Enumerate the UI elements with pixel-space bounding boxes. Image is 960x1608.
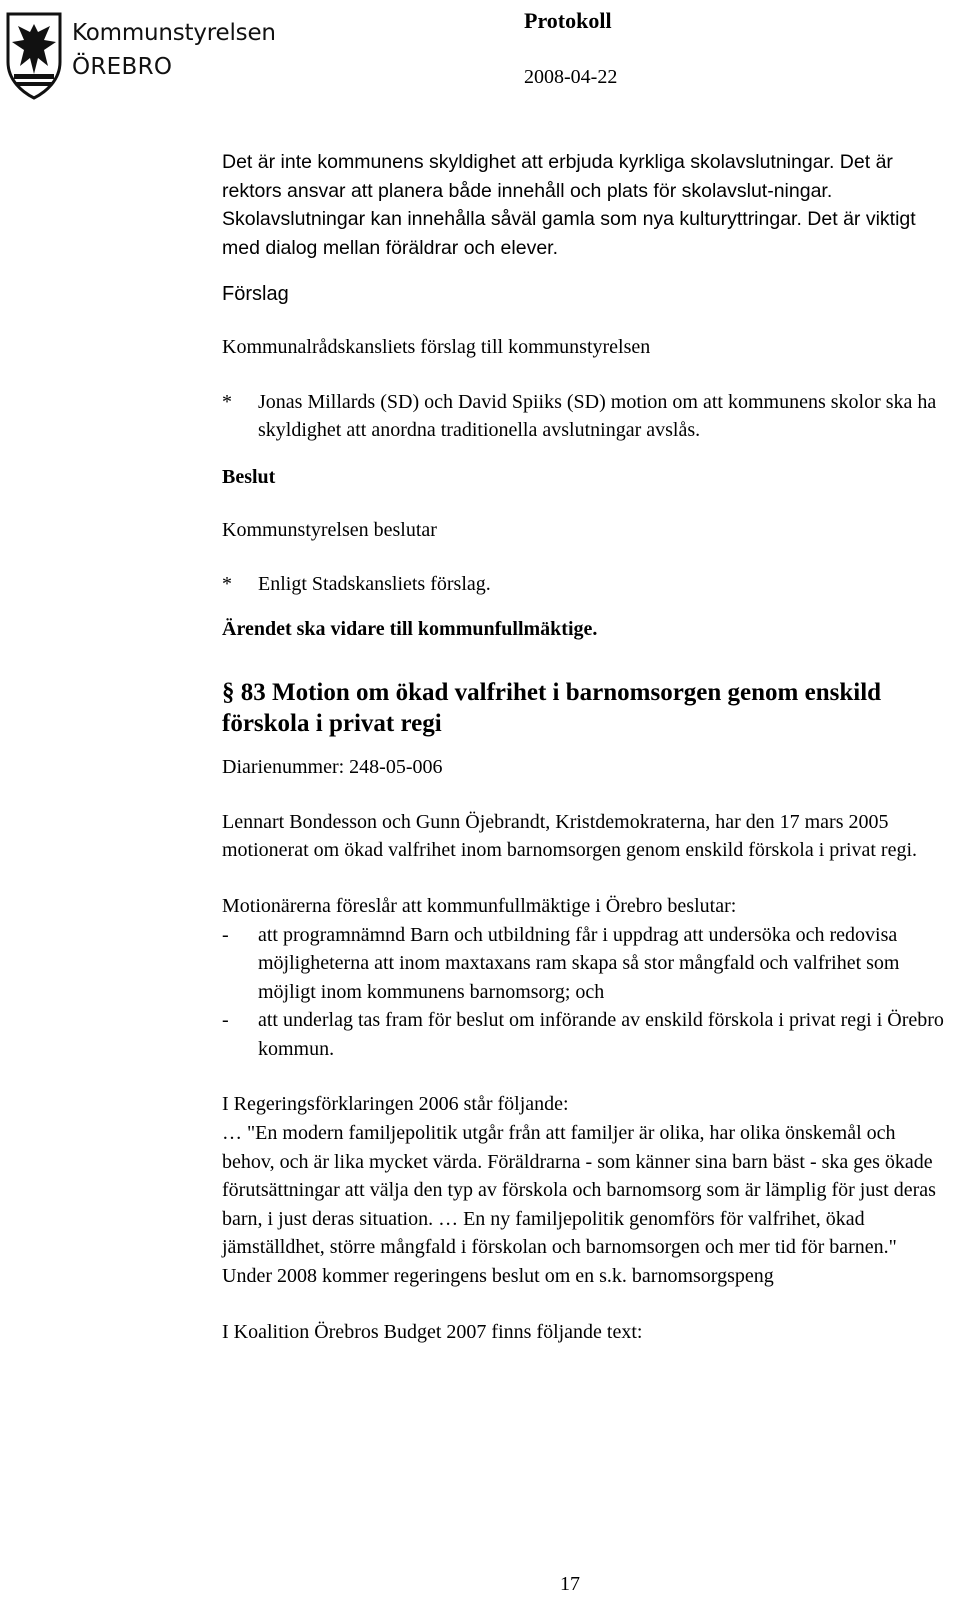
government-lead: I Regeringsförklaringen 2006 står följande: (222, 1093, 569, 1116)
section-title: § 83 Motion om ökad valfrihet i barnomsorgen genom enskild förskola i privat regi (222, 679, 882, 738)
referral-note: Ärendet ska vidare till kommunfullmäktige. (222, 617, 598, 640)
beslut-heading: Beslut (222, 465, 276, 488)
page-number: 17 (560, 1573, 580, 1595)
proposal-lead: Motionärerna föreslår att kommunfullmäktige i Örebro beslutar: (222, 894, 737, 917)
bullet-icon: * (222, 390, 232, 413)
motion-paragraph: Lennart Bondesson och Gunn Öjebrandt, Kristdemokraterna, har den 17 mars 2005 motionerat om ökad valfrihet inom barnomsorgen genom enskild förskola i privat regi. (222, 810, 918, 862)
diarienummer: Diarienummer: 248-05-006 (222, 756, 443, 779)
org-name: Kommunstyrelsen (72, 20, 276, 46)
beslut-item-text: Enligt Stadskansliets förslag. (258, 572, 491, 595)
forslag-heading: Förslag (222, 283, 289, 306)
beslut-lead: Kommunstyrelsen beslutar (222, 519, 437, 542)
document-date: 2008-04-22 (524, 66, 618, 88)
org-city: ÖREBRO (72, 54, 173, 80)
proposal-item (222, 921, 947, 1007)
beslut-item (222, 570, 947, 599)
government-quote: … "En modern familjepolitik utgår från att familjer är olika, har olika önskemål och behov, och är lika mycket värda. Föräldrarna - som känner sina barn bäst - ska ges ökade förutsättningar att välja den typ av förskola och barnomsorg som är lämplig för just deras barn, i just deras situation. … En ny familjepolitik genomförs för valfrihet, ökad jämställdhet, större mångfald i förskolan och barnomsorgen och mer tid för barnen." Under 2008 kommer regeringens beslut om en s.k. barnomsorgspeng (222, 1122, 936, 1288)
dash-bullet: - (222, 1009, 229, 1032)
intro-paragraph: Det är inte kommunens skyldighet att erbjuda kyrkliga skolavslutningar. Det är rektors ansvar att planera både innehåll och plats för skolavslut-ningar. Skolavslutningar kan innehålla såväl gamla som nya kulturyttringar. Det är viktigt med dialog mellan föräldrar och elever. (222, 151, 916, 259)
document-type: Protokoll (524, 8, 612, 33)
document-body (222, 148, 947, 1346)
proposal-item-text: att programnämnd Barn och utbildning får i uppdrag att undersöka och redovisa möjligheterna att inom maxtaxans ram skapa så stor mångfald och valfrihet som möjligt inom kommunens barnomsorg; och (258, 923, 900, 1003)
bullet-icon: * (222, 572, 232, 595)
proposal-item (222, 1006, 947, 1063)
page-header (0, 0, 960, 110)
dash-bullet: - (222, 923, 229, 946)
coat-of-arms-icon (4, 10, 64, 100)
forslag-lead: Kommunalrådskansliets förslag till kommunstyrelsen (222, 335, 651, 358)
budget-lead: I Koalition Örebros Budget 2007 finns följande text: (222, 1320, 643, 1343)
proposal-item-text: att underlag tas fram för beslut om införande av enskild förskola i privat regi i Örebro kommun. (258, 1009, 944, 1060)
forslag-item-text: Jonas Millards (SD) och David Spiiks (SD) motion om att kommunens skolor ska ha skyldighet att anordna traditionella avslutningar avslås. (258, 390, 937, 442)
forslag-item (222, 388, 947, 445)
